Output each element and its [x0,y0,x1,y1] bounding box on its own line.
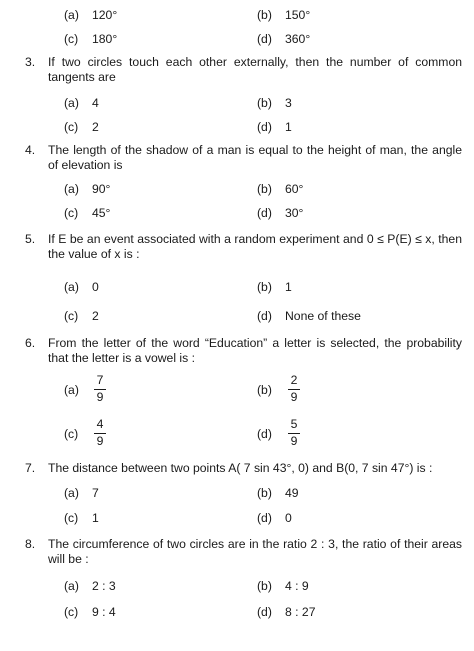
option-label: (c) [64,511,79,525]
fraction-numerator: 5 [290,417,298,431]
option-label: (d) [257,120,272,134]
question-number: 8. [25,537,36,551]
option-value: 180° [92,32,118,46]
option-value: 49 [285,486,299,500]
option-label: (c) [64,32,79,46]
fraction-numerator: 2 [290,373,298,387]
fraction [288,374,300,405]
fraction [288,418,300,449]
option-value: 30° [285,206,304,220]
question-text: From the letter of the word “Education” a letter is selected, the probability that the letter is a vowel is : [48,336,462,365]
option-value: 1 [285,280,292,294]
option-label: (a) [64,8,79,22]
option-value: 90° [92,182,111,196]
option-value: 120° [92,8,118,22]
question-text: The length of the shadow of a man is equal to the height of man, the angle of elevation is [48,143,462,172]
option-value: 3 [285,96,292,110]
option-label: (a) [64,579,79,593]
option-label: (b) [257,8,272,22]
option-label: (b) [257,579,272,593]
fraction-numerator: 4 [96,417,104,431]
fraction-denominator: 9 [290,434,298,448]
option-label: (b) [257,383,272,397]
fraction [94,418,106,449]
option-label: (d) [257,511,272,525]
option-value: 2 [92,120,99,134]
question-text: If two circles touch each other externally, then the number of common tangents are [48,55,462,84]
question-number: 6. [25,336,36,350]
fraction-denominator: 9 [96,434,104,448]
option-label: (c) [64,206,79,220]
option-label: (c) [64,605,79,619]
question-number: 7. [25,461,36,475]
option-label: (a) [64,383,79,397]
option-label: (d) [257,605,272,619]
option-value: 9 : 4 [92,605,116,619]
option-value: 4 [92,96,99,110]
option-label: (d) [257,206,272,220]
option-label: (b) [257,96,272,110]
fraction [94,374,106,405]
option-value: 60° [285,182,304,196]
option-label: (d) [257,32,272,46]
option-value: 360° [285,32,311,46]
option-value: 2 [92,309,99,323]
question-text: The circumference of two circles are in the ratio 2 : 3, the ratio of their areas will be : [48,537,462,566]
option-label: (b) [257,486,272,500]
option-value: 0 [285,511,292,525]
question-number: 5. [25,232,36,246]
question-text: The distance between two points A( 7 sin 43°, 0) and B(0, 7 sin 47°) is : [48,461,433,475]
fraction-denominator: 9 [290,390,298,404]
question-text: If E be an event associated with a random experiment and 0 ≤ P(E) ≤ x, then the value of x is : [48,232,462,261]
fraction-numerator: 7 [96,373,104,387]
option-value: 7 [92,486,99,500]
option-label: (c) [64,309,79,323]
option-label: (d) [257,309,272,323]
option-label: (a) [64,280,79,294]
option-label: (d) [257,427,272,441]
option-label: (a) [64,486,79,500]
question-number: 4. [25,143,36,157]
option-value: 1 [285,120,292,134]
option-value: 4 : 9 [285,579,309,593]
option-label: (c) [64,427,79,441]
option-label: (b) [257,182,272,196]
option-value: None of these [285,309,361,323]
option-value: 2 : 3 [92,579,116,593]
option-value: 0 [92,280,99,294]
option-value: 8 : 27 [285,605,316,619]
option-label: (c) [64,120,79,134]
option-label: (b) [257,280,272,294]
question-number: 3. [25,55,36,69]
option-value: 1 [92,511,99,525]
option-value: 45° [92,206,111,220]
option-label: (a) [64,182,79,196]
fraction-denominator: 9 [96,390,104,404]
option-value: 150° [285,8,311,22]
option-label: (a) [64,96,79,110]
